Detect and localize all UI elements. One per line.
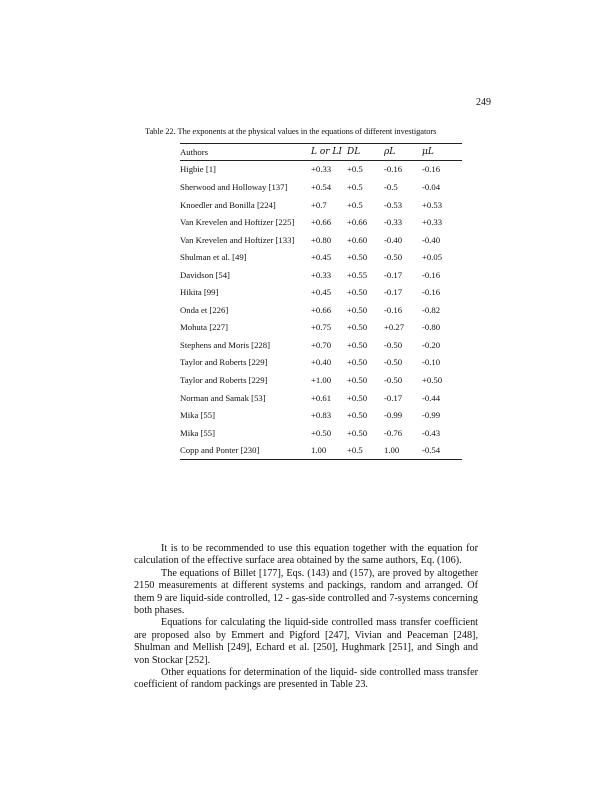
table-row: [180, 424, 462, 442]
dl-exponent-cell: +0.50: [347, 410, 368, 421]
author-cell: Knoedler and Bonilla [224]: [180, 199, 276, 210]
dl-exponent-cell: +0.50: [347, 304, 368, 315]
header-mu: μL: [422, 144, 462, 161]
l-exponent-cell: +0.33: [311, 164, 332, 175]
dl-exponent-cell: +0.50: [347, 374, 368, 385]
dl-exponent-cell: +0.50: [347, 252, 368, 263]
mu-exponent-cell: -0.04: [422, 181, 441, 192]
mu-exponent-cell: +0.53: [422, 199, 443, 210]
rho-exponent-cell: -0.50: [384, 357, 403, 368]
l-exponent-cell: +0.61: [311, 392, 332, 403]
dl-exponent-cell: +0.60: [347, 234, 368, 245]
author-cell: Mika [55]: [180, 427, 215, 438]
mu-exponent-cell: -0.80: [422, 322, 441, 333]
l-exponent-cell: +0.83: [311, 410, 332, 421]
author-cell: Van Krevelen and Hoftizer [133]: [180, 234, 295, 245]
rho-exponent-cell: -0.16: [384, 304, 403, 315]
dl-exponent-cell: +0.5: [347, 181, 363, 192]
dl-exponent-cell: +0.50: [347, 322, 368, 333]
l-exponent-cell: +0.40: [311, 357, 332, 368]
dl-exponent-cell: +0.50: [347, 287, 368, 298]
paragraph: Other equations for determination of the liquid- side controlled mass transfer coefficient of random packings are presented in Table 23.: [134, 667, 478, 691]
l-exponent-cell: +0.50: [311, 427, 332, 438]
author-cell: Onda et [226]: [180, 304, 229, 315]
rho-exponent-cell: -0.16: [384, 164, 403, 175]
author-cell: Van Krevelen and Hoftizer [225]: [180, 217, 295, 228]
header-authors: Authors: [180, 144, 311, 161]
dl-exponent-cell: +0.50: [347, 357, 368, 368]
mu-exponent-cell: -0.99: [422, 410, 441, 421]
mu-exponent-cell: -0.16: [422, 287, 441, 298]
l-exponent-cell: +0.75: [311, 322, 332, 333]
author-cell: Taylor and Roberts [229]: [180, 374, 268, 385]
dl-exponent-cell: +0.5: [347, 442, 384, 460]
dl-exponent-cell: +0.66: [347, 217, 368, 228]
table-row: [180, 196, 462, 214]
mu-exponent-cell: -0.16: [422, 164, 441, 175]
body-text: [134, 543, 478, 692]
author-cell: Mika [55]: [180, 410, 215, 421]
table-row: [180, 442, 462, 460]
author-cell: Davidson [54]: [180, 269, 230, 280]
mu-exponent-cell: +0.33: [422, 217, 443, 228]
rho-exponent-cell: -0.5: [384, 181, 398, 192]
table: [180, 143, 462, 460]
author-cell: Taylor and Roberts [229]: [180, 357, 268, 368]
paragraph: The equations of Billet [177], Eqs. (143) and (157), are proved by altogether 2150 measurements at different systems and packings, random and arranged. Of them 9 are liquid-side controlled, 12 - gas-side controlled and 7-systems concerning both phases.: [134, 567, 478, 617]
table-row: [180, 301, 462, 319]
page-number: 249: [476, 97, 491, 108]
header-dl: DL: [347, 144, 384, 161]
rho-exponent-cell: +0.27: [384, 322, 405, 333]
l-exponent-cell: +0.80: [311, 234, 332, 245]
table-row: [180, 389, 462, 407]
author-cell: Stephens and Moris [228]: [180, 339, 271, 350]
header-l: L or LI: [311, 144, 347, 161]
mu-exponent-cell: +0.05: [422, 252, 443, 263]
mu-exponent-cell: -0.43: [422, 427, 441, 438]
mu-exponent-cell: +0.50: [422, 374, 443, 385]
author-cell: Shulman et al. [49]: [180, 252, 247, 263]
l-exponent-cell: +0.70: [311, 339, 332, 350]
mu-exponent-cell: -0.44: [422, 392, 441, 403]
mu-exponent-cell: -0.20: [422, 339, 441, 350]
table-row: [180, 179, 462, 197]
mu-exponent-cell: -0.10: [422, 357, 441, 368]
table-row: [180, 372, 462, 390]
l-exponent-cell: +0.45: [311, 252, 332, 263]
table-row: [180, 336, 462, 354]
rho-exponent-cell: -0.33: [384, 217, 403, 228]
dl-exponent-cell: +0.50: [347, 392, 368, 403]
table-header-row: [180, 144, 462, 161]
l-exponent-cell: +0.7: [311, 199, 327, 210]
author-cell: Higbie [1]: [180, 164, 216, 175]
l-exponent-cell: +0.45: [311, 287, 332, 298]
table-caption: Table 22. The exponents at the physical values in the equations of different investigators: [145, 126, 437, 136]
paragraph: It is to be recommended to use this equation together with the equation for calculation of the effective surface area obtained by the same authors, Eq. (106).: [134, 543, 478, 567]
rho-exponent-cell: -0.17: [384, 269, 403, 280]
rho-exponent-cell: -0.50: [384, 339, 403, 350]
exponents-table: [180, 143, 462, 460]
l-exponent-cell: +1.00: [311, 374, 332, 385]
header-rho: ρL: [384, 144, 422, 161]
dl-exponent-cell: +0.55: [347, 269, 368, 280]
dl-exponent-cell: +0.50: [347, 339, 368, 350]
table-body: [180, 161, 462, 460]
paragraph: Equations for calculating the liquid-side controlled mass transfer coefficient are proposed also by Emmert and Pigford [247], Vivian and Peaceman [248], Shulman and Mellish [249], Echard et al. [250], Hughmark [251], and Singh and von Stockar [252].: [134, 617, 478, 666]
table-row: [180, 354, 462, 372]
l-exponent-cell: +0.66: [311, 304, 332, 315]
rho-exponent-cell: -0.50: [384, 374, 403, 385]
author-cell: Copp and Ponter [230]: [180, 442, 311, 460]
rho-exponent-cell: -0.17: [384, 392, 403, 403]
table-row: [180, 266, 462, 284]
dl-exponent-cell: +0.50: [347, 427, 368, 438]
mu-exponent-cell: -0.16: [422, 269, 441, 280]
l-exponent-cell: 1.00: [311, 442, 347, 460]
rho-exponent-cell: -0.17: [384, 287, 403, 298]
l-exponent-cell: +0.66: [311, 217, 332, 228]
table-row: [180, 231, 462, 249]
rho-exponent-cell: -0.53: [384, 199, 403, 210]
mu-exponent-cell: -0.54: [422, 442, 462, 460]
table-row: [180, 214, 462, 232]
table-row: [180, 319, 462, 337]
rho-exponent-cell: 1.00: [384, 442, 422, 460]
table-row: [180, 407, 462, 425]
table-row: [180, 284, 462, 302]
rho-exponent-cell: -0.76: [384, 427, 403, 438]
table-row: [180, 161, 462, 179]
author-cell: Sherwood and Holloway [137]: [180, 181, 288, 192]
l-exponent-cell: +0.54: [311, 181, 332, 192]
author-cell: Mohuta [227]: [180, 322, 229, 333]
dl-exponent-cell: +0.5: [347, 164, 363, 175]
author-cell: Hikita [99]: [180, 287, 219, 298]
rho-exponent-cell: -0.50: [384, 252, 403, 263]
rho-exponent-cell: -0.40: [384, 234, 403, 245]
mu-exponent-cell: -0.82: [422, 304, 441, 315]
l-exponent-cell: +0.33: [311, 269, 332, 280]
table-row: [180, 249, 462, 267]
author-cell: Norman and Samak [53]: [180, 392, 266, 403]
mu-exponent-cell: -0.40: [422, 234, 441, 245]
rho-exponent-cell: -0.99: [384, 410, 403, 421]
dl-exponent-cell: +0.5: [347, 199, 363, 210]
